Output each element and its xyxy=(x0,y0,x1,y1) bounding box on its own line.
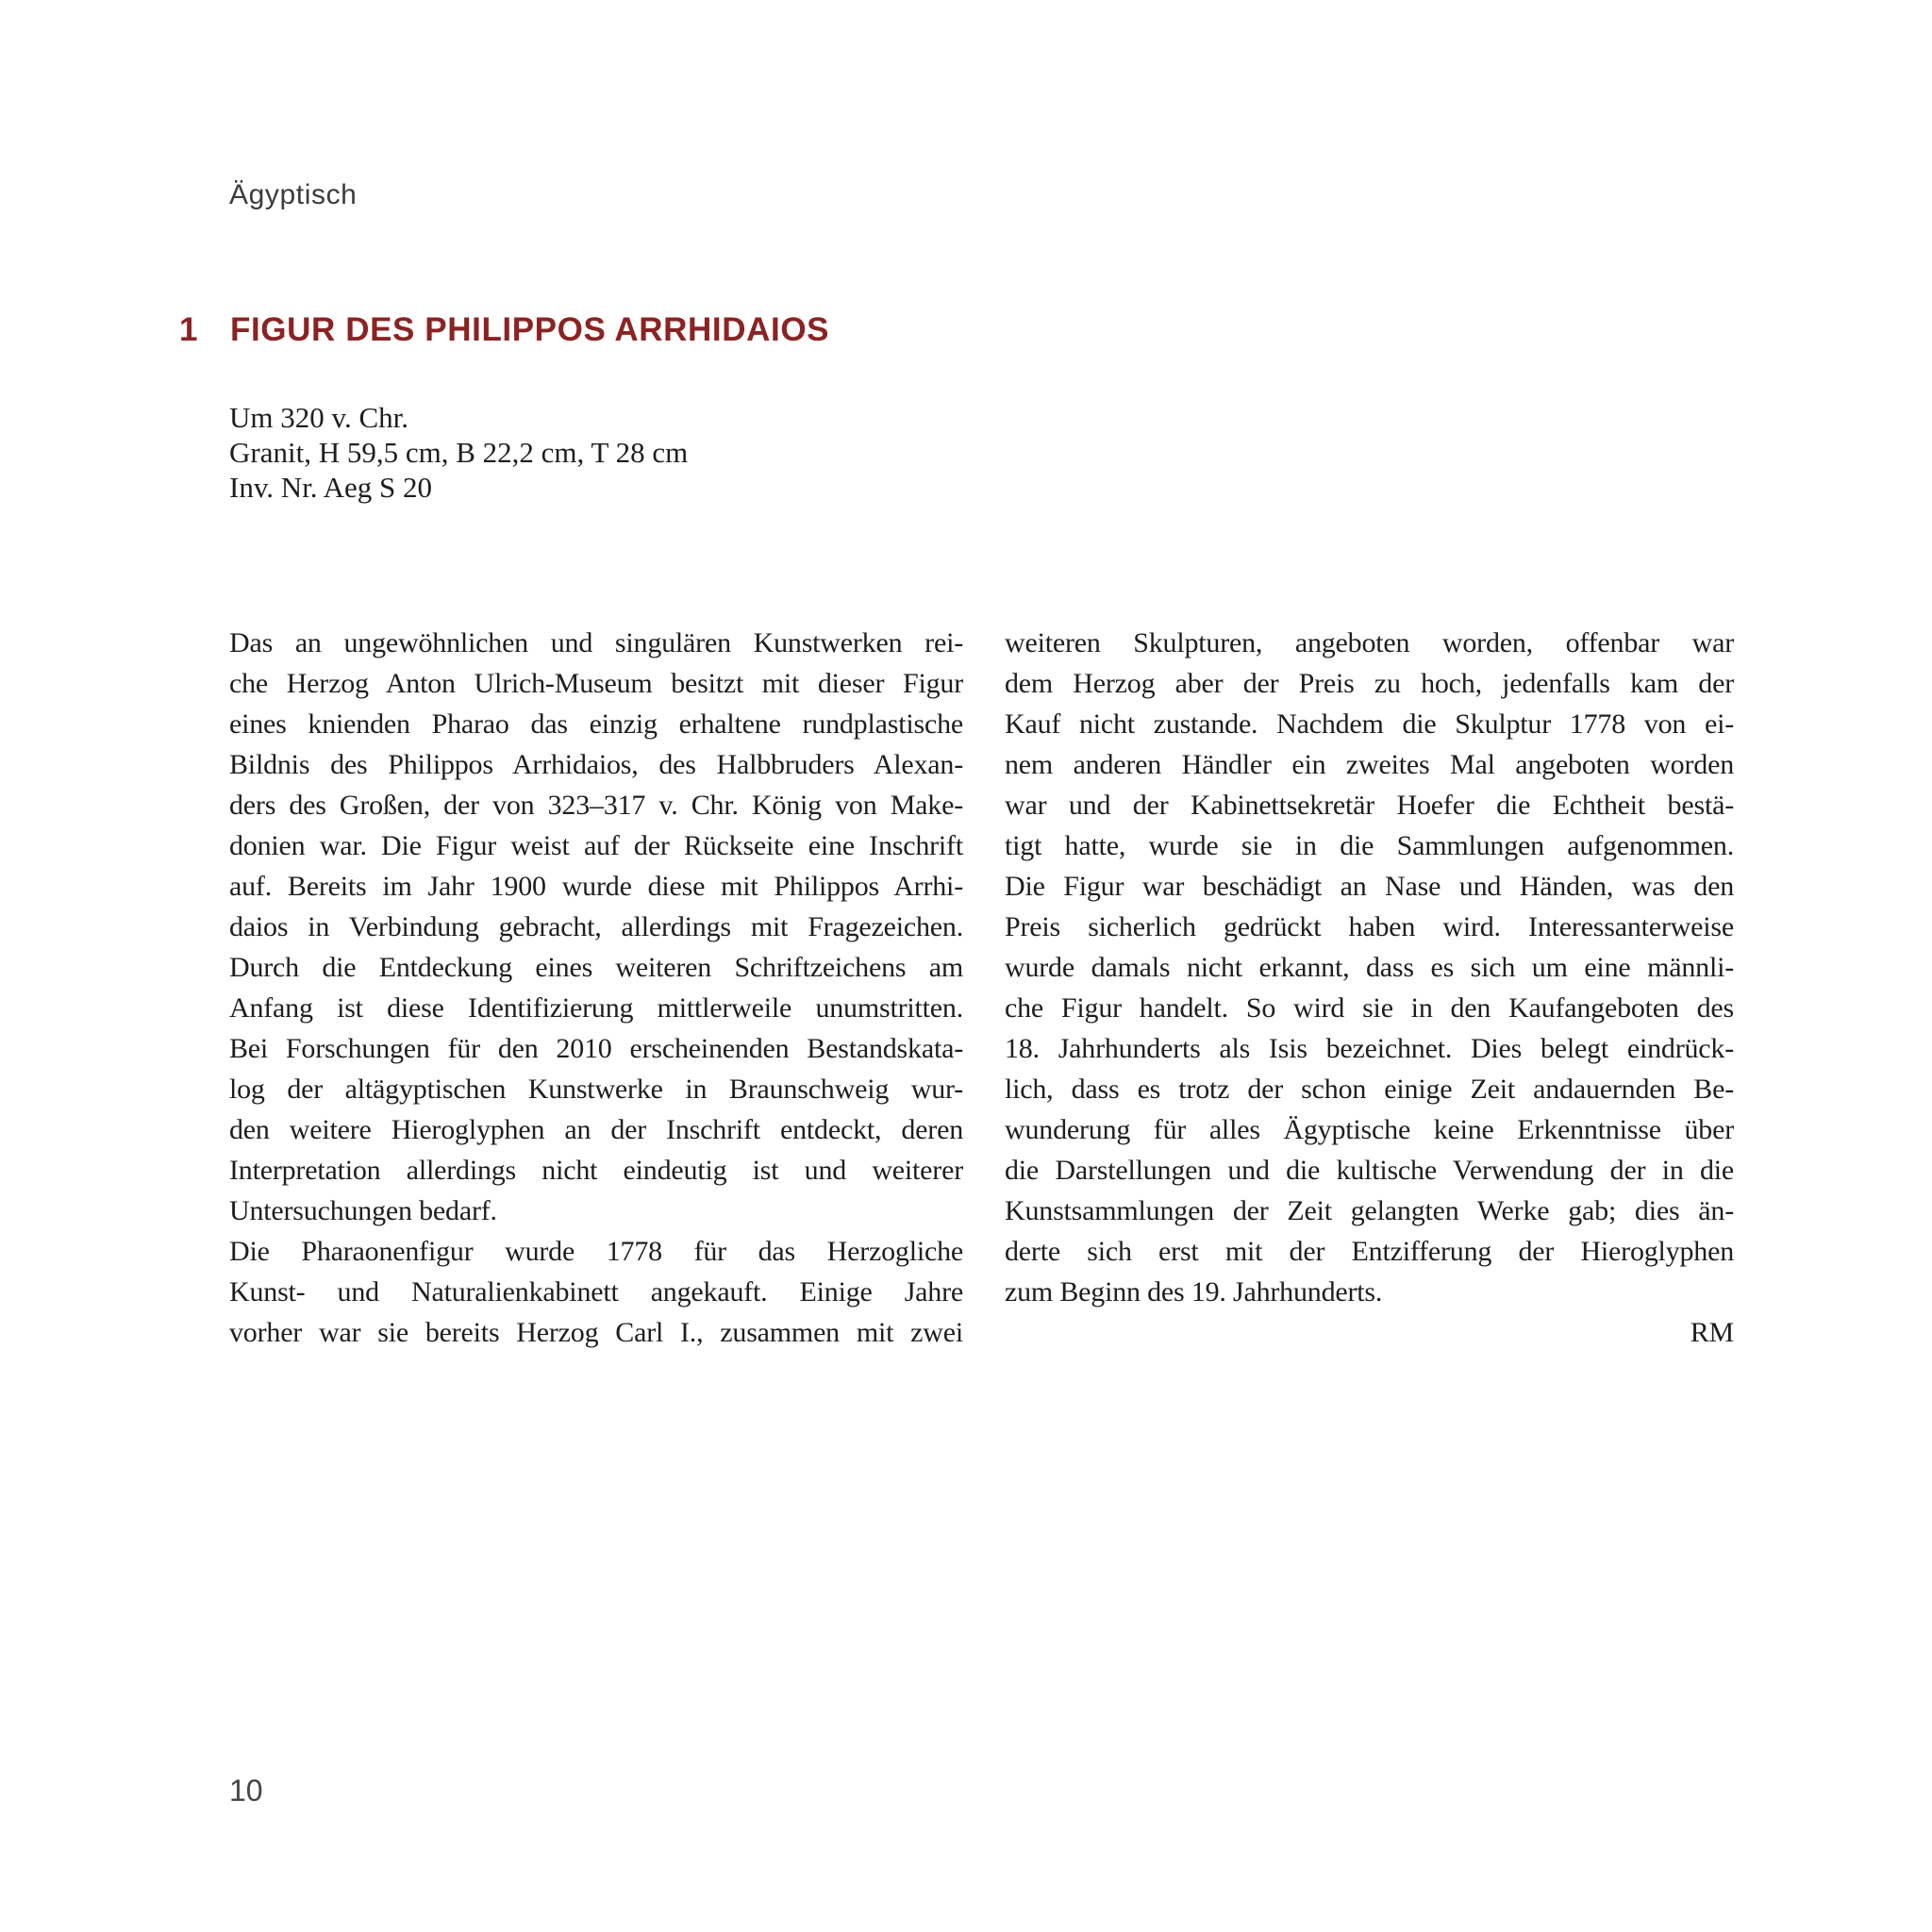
entry-title: FIGUR DES PHILIPPOS ARRHIDAIOS xyxy=(230,311,830,348)
text-column-right xyxy=(1005,623,1734,1353)
text-line: ders des Großen, der von 323–317 v. Chr. König von Make- xyxy=(229,790,963,821)
text-line: Bildnis des Philippos Arrhidaios, des Halbbruders Alexan- xyxy=(229,749,963,780)
text-line: log der altägyptischen Kunstwerke in Braunschweig wur- xyxy=(229,1074,963,1105)
text-line: wurde damals nicht erkannt, dass es sich um eine männli- xyxy=(1005,952,1734,983)
text-line: Um 320 v. Chr. xyxy=(229,401,409,434)
text-line: Die Pharaonenfigur wurde 1778 für das Herzogliche xyxy=(229,1236,963,1267)
entry-heading xyxy=(179,311,829,349)
text-line: Interpretation allerdings nicht eindeutig ist und weiterer xyxy=(229,1155,963,1186)
text-line: 18. Jahrhunderts als Isis bezeichnet. Dies belegt eindrück- xyxy=(1005,1033,1734,1064)
page-number: 10 xyxy=(229,1774,263,1807)
text-line: die Darstellungen und die kultische Verwendung der in die xyxy=(1005,1155,1734,1186)
text-line: lich, dass es trotz der schon einige Zeit andauernden Be- xyxy=(1005,1074,1734,1105)
text-column-left xyxy=(229,623,963,1353)
text-line: dem Herzog aber der Preis zu hoch, jedenfalls kam der xyxy=(1005,668,1734,699)
text-line: Bei Forschungen für den 2010 erscheinenden Bestandskata- xyxy=(229,1033,963,1064)
entry-number: 1 xyxy=(179,311,199,348)
text-line: donien war. Die Figur weist auf der Rückseite eine Inschrift xyxy=(229,830,963,861)
text-line: che Figur handelt. So wird sie in den Kaufangeboten des xyxy=(1005,992,1734,1024)
text-line: Preis sicherlich gedrückt haben wird. Interessanterweise xyxy=(1005,911,1734,942)
text-line: weiteren Skulpturen, angeboten worden, offenbar war xyxy=(1005,627,1734,658)
text-line: Kunst- und Naturalienkabinett angekauft. Einige Jahre xyxy=(229,1276,963,1307)
text-line: zum Beginn des 19. Jahrhunderts. xyxy=(1005,1276,1383,1307)
text-line: eines knienden Pharao das einzig erhaltene rundplastische xyxy=(229,708,963,740)
text-line: Kunstsammlungen der Zeit gelangten Werke gab; dies än- xyxy=(1005,1195,1734,1226)
text-line: tigt hatte, wurde sie in die Sammlungen aufgenommen. xyxy=(1005,830,1734,861)
text-line: Das an ungewöhnlichen und singulären Kunstwerken rei- xyxy=(229,627,963,658)
text-line: war und der Kabinettsekretär Hoefer die Echtheit bestä- xyxy=(1005,790,1734,821)
text-line: Inv. Nr. Aeg S 20 xyxy=(229,471,432,504)
text-line: RM xyxy=(1690,1317,1734,1348)
text-line: Durch die Entdeckung eines weiteren Schriftzeichens am xyxy=(229,952,963,983)
text-line: auf. Bereits im Jahr 1900 wurde diese mit Philippos Arrhi- xyxy=(229,871,963,902)
text-line: den weitere Hieroglyphen an der Inschrift entdeckt, deren xyxy=(229,1114,963,1145)
text-line: Die Figur war beschädigt an Nase und Händen, was den xyxy=(1005,871,1734,902)
text-line: vorher war sie bereits Herzog Carl I., zusammen mit zwei xyxy=(229,1317,963,1348)
text-line: derte sich erst mit der Entzifferung der Hieroglyphen xyxy=(1005,1236,1734,1267)
text-line: Anfang ist diese Identifizierung mittlerweile unumstritten. xyxy=(229,992,963,1024)
text-line: nem anderen Händler ein zweites Mal angeboten worden xyxy=(1005,749,1734,780)
text-line: Untersuchungen bedarf. xyxy=(229,1195,497,1226)
text-line: wunderung für alles Ägyptische keine Erkenntnisse über xyxy=(1005,1114,1734,1145)
text-line: Granit, H 59,5 cm, B 22,2 cm, T 28 cm xyxy=(229,436,689,469)
text-line: che Herzog Anton Ulrich-Museum besitzt mit dieser Figur xyxy=(229,668,963,699)
category-label: Ägyptisch xyxy=(229,179,358,210)
text-line: daios in Verbindung gebracht, allerdings mit Fragezeichen. xyxy=(229,911,963,942)
object-metadata xyxy=(229,400,688,505)
text-line: Kauf nicht zustande. Nachdem die Skulptur 1778 von ei- xyxy=(1005,708,1734,740)
